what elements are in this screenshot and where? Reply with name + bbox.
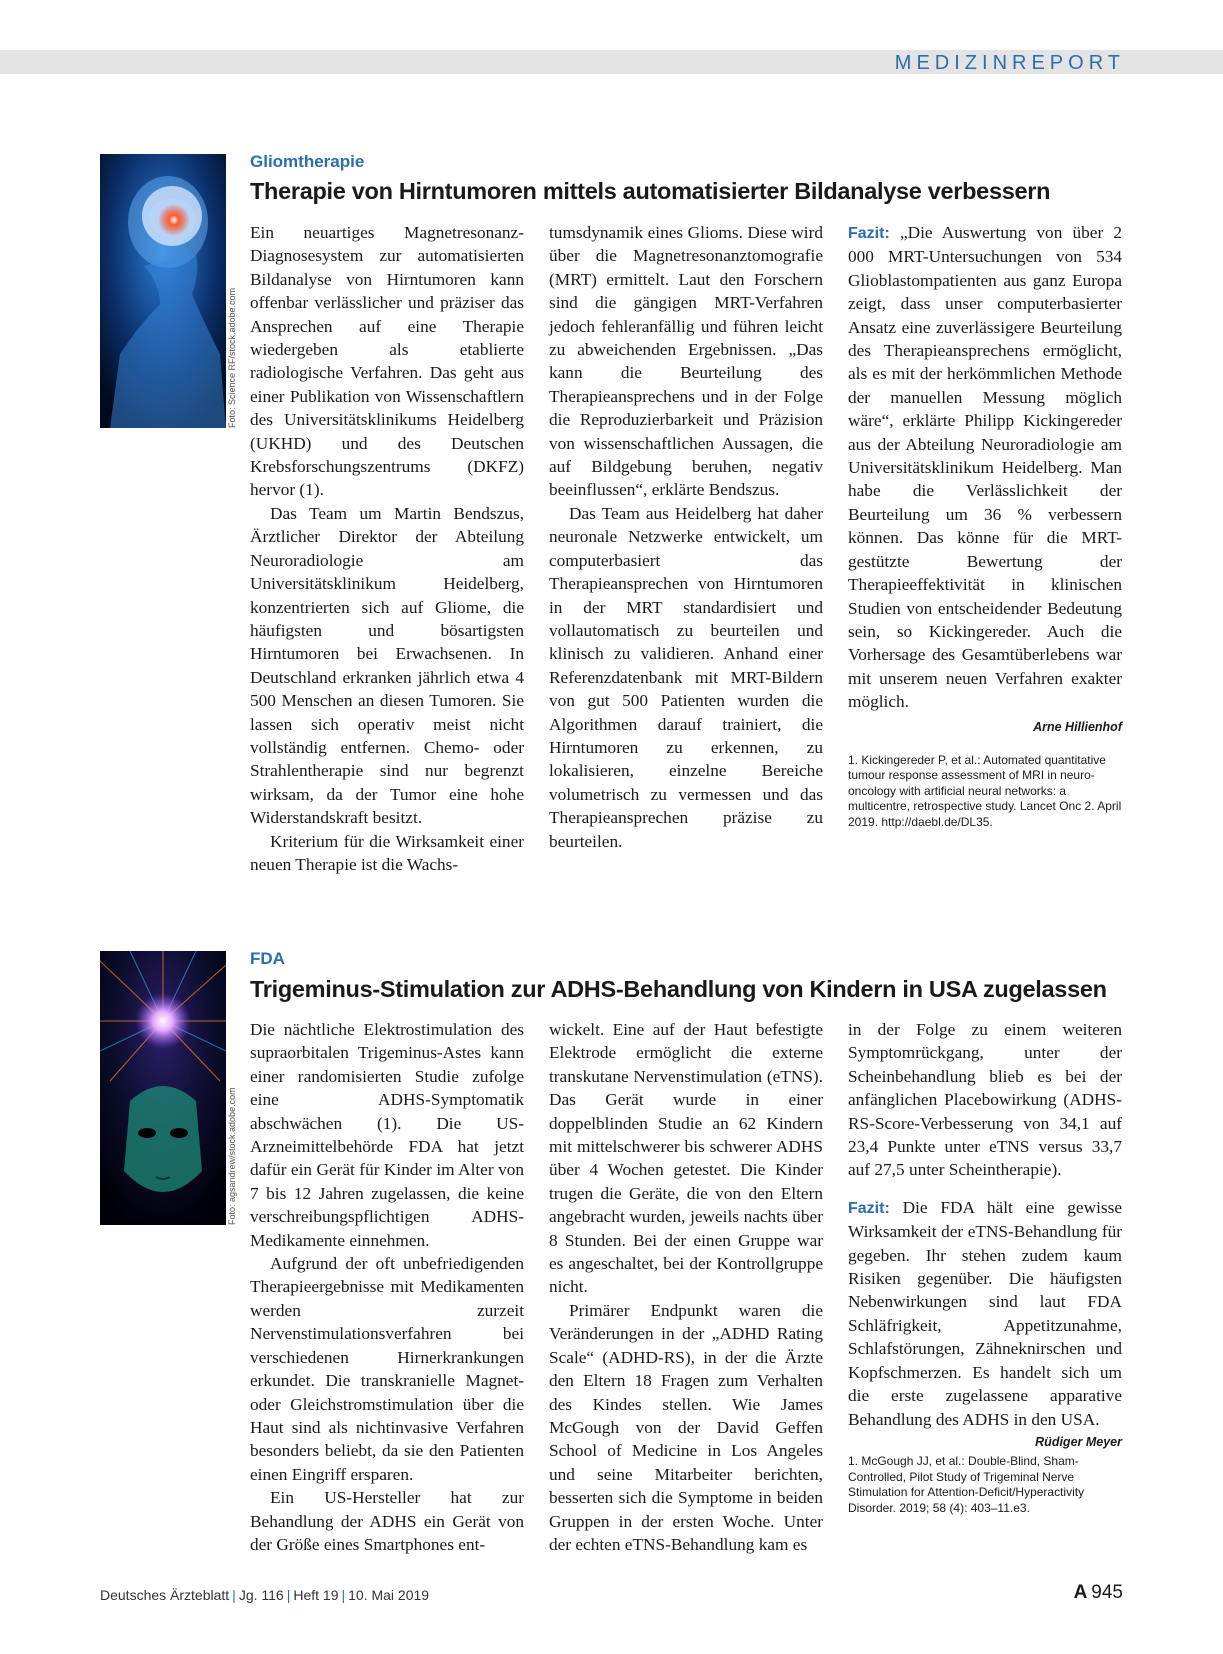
- paragraph: wickelt. Eine auf der Haut befestigte Elektrode ermöglicht die externe transkutane Nervenstimulation (eTNS). Das Gerät wurde in einer doppelblinden Studie an 62 Kindern mit mittelschwerer bis schwerer ADHS über 4 Wochen getestet. Die Kinder trugen die Geräte, die von den Eltern angebracht wurden, jeweils nachts über 8 Stunden. Bei der einen Gruppe war es angeschaltet, bei der Kontrollgruppe nicht.: [549, 1020, 823, 1297]
- article-column-2: [549, 1018, 823, 1556]
- article-column-3: [848, 1018, 1122, 1516]
- paragraph: Ein neuartiges Magnetresonanz-Diagnosesystem zur automatisierten Bildanalyse von Hirntumoren kann offenbar verlässlicher und präziser das Ansprechen auf eine Therapie wiedergeben als etablierte radiologische Verfahren. Das geht aus einer Publikation von Wissenschaftlern des Universitätsklinikums Heidelberg (UKHD) und des Deutschen Krebsforschungszentrums (DKFZ) hervor (1).: [250, 223, 524, 500]
- article-kicker: Gliomtherapie: [250, 152, 365, 171]
- fazit-text: „Die Auswertung von über 2 000 MRT-Untersuchungen von 534 Glioblastompatienten aus ganz Europa zeigt, dass unser computerbasierter Ansatz eine zuverlässigere Beurteilung des Therapieansprechens ermöglicht, als es mit der herkömmlichen Methode der manuellen Messung möglich wäre“, erklärte Philipp Kickingereder aus der Abteilung Neuroradiologie am Universitätsklinikum Heidelberg. Man habe die Verlässlichkeit der Beurteilung um 36 % verbessern können. Das könne für die MRT-gestützte Bewertung der Therapieeffektivität in klinischen Studien von entscheidender Bedeutung sein, so Kickingereder. Auch die Vorhersage des Gesamtüberlebens war mit unserem neuen Verfahren exakter möglich.: [848, 223, 1122, 712]
- page-number: [1074, 1582, 1123, 1604]
- paragraph: Primärer Endpunkt waren die Veränderungen in der „ADHD Rating Scale“ (ADHD-RS), in der die Ärzte den Eltern 18 Fragen zum Verhalten des Kindes stellen. Wie James McGough von der David Geffen School of Medicine in Los Angeles und seine Mitarbeiter berichten, besserten sich die Symptome in beiden Gruppen in der ersten Woche. Unter der echten eTNS-Behandlung kam es: [549, 1300, 823, 1554]
- article-column-2: [549, 221, 823, 853]
- paragraph: tumsdynamik eines Glioms. Diese wird über die Magnetresonanztomografie (MRT) ermittelt. Laut den Forschern sind die gängigen MRT-Verfahren jedoch fehleranfällig und führen leicht zu abweichenden Ergebnissen. „Das kann die Beurteilung des Therapieansprechens und in der Folge die Reproduzierbarkeit und Präzision von wissenschaftlichen Aussagen, die auf Bildgebung beruhen, negativ beeinflussen“, erklärte Bendszus.: [549, 223, 823, 500]
- reference: 1. McGough JJ, et al.: Double-Blind, Sham-Controlled, Pilot Study of Trigeminal Nerve Stimulation for Attention-Deficit/Hyperactivity Disorder. 2019; 58 (4): 403–11.e3.: [848, 1454, 1085, 1515]
- fazit-label: Fazit:: [848, 1199, 890, 1217]
- author: Arne Hillienhof: [1033, 719, 1122, 734]
- issue-date: 10. Mai 2019: [348, 1587, 430, 1603]
- paragraph: in der Folge zu einem weiteren Symptomrückgang, unter der Scheinbehandlung blieb es bei der anfänglichen Placebowirkung (ADHS-RS-Score-Verbesserung von 34,1 auf 23,4 Punkte unter eTNS versus 33,7 auf 27,5 unter Scheintherapie).: [848, 1020, 1122, 1180]
- author: Rüdiger Meyer: [1035, 1434, 1122, 1449]
- brain-illustration-photo: [100, 154, 226, 428]
- article-column-1: [250, 1018, 524, 1556]
- fazit-label: Fazit:: [848, 225, 890, 242]
- neural-light-face-photo: [100, 951, 226, 1225]
- paragraph: Das Team um Martin Bendszus, Ärztlicher Direktor der Abteilung Neuroradiologie am Universitätsklinikum Heidelberg, konzentrierten sich auf Gliome, die häufigsten und bösartigsten Hirntumoren bei Erwachsenen. In Deutschland erkranken jährlich etwa 4 500 Menschen an diesen Tumoren. Sie lassen sich operativ meist nicht vollständig entfernen. Chemo- oder Strahlentherapie sind nur begrenzt wirksam, da der Tumor eine hohe Widerstandskraft besitzt.: [250, 503, 524, 828]
- paragraph: Aufgrund der oft unbefriedigenden Therapieergebnisse mit Medikamenten werden zurzeit Nervenstimulationsverfahren bei verschiedenen Hirnerkrankungen erkundet. Die transkranielle Magnet- oder Gleichstromstimulation über die Haut sind als nichtinvasive Verfahren besonders beliebt, da sie den Patienten einen Eingriff ersparen.: [250, 1254, 524, 1484]
- article-kicker: FDA: [250, 949, 285, 968]
- article-headline: Trigeminus-Stimulation zur ADHS-Behandlung von Kindern in USA zugelassen: [250, 976, 1107, 1002]
- page-number-value: 945: [1091, 1582, 1123, 1603]
- photo-credit: Foto: agsandrew/stock.adobe.com: [227, 1087, 237, 1225]
- section-label: MEDIZINREPORT: [894, 52, 1125, 74]
- paragraph: Die nächtliche Elektrostimulation des supraorbitalen Trigeminus-Astes kann einer randomisierten Studie zufolge eine ADHS-Symptomatik abschwächen (1). Die US-Arzneimittelbehörde FDA hat jetzt dafür ein Gerät für Kinder im Alter von 7 bis 12 Jahren zugelassen, die keine verschreibungspflichtigen ADHS-Medikamente einnehmen.: [250, 1020, 524, 1250]
- paragraph: Das Team aus Heidelberg hat daher neuronale Netzwerke entwickelt, um computerbasiert das Therapieansprechen von Hirntumoren in der MRT standardisiert und vollautomatisch zu beurteilen und klinisch zu validieren. Anhand einer Referenzdatenbank mit MRT-Bildern von gut 500 Patienten wurden die Algorithmen darauf trainiert, die Hirntumoren zu erkennen, zu lokalisieren, einzelne Bereiche volumetrisch zu vermessen und das Therapieansprechen präzise zu beurteilen.: [549, 503, 823, 851]
- neural-light-face-image: [100, 951, 226, 1225]
- fazit-paragraph: [848, 1196, 1122, 1449]
- fazit-paragraph: [848, 221, 1122, 714]
- issue: Heft 19: [293, 1587, 339, 1603]
- reference: 1. Kickingereder P, et al.: Automated quantitative tumour response assessment of MRI in neuro-oncology with artificial neural networks: a multicentre, retrospective study. Lancet Onc 2. April 2019. http://daebl.de/DL35.: [848, 752, 1122, 829]
- article-column-1: [250, 221, 524, 876]
- photo-credit: Foto: Science RF/stock.adobe.com: [227, 287, 237, 428]
- journal-name: Deutsches Ärzteblatt: [100, 1587, 230, 1603]
- footer-citation: Deutsches Ärzteblatt | Jg. 116 | Heft 19 | 10. Mai 2019: [100, 1587, 430, 1603]
- article-column-3: [848, 221, 1122, 830]
- paragraph: Kriterium für die Wirksamkeit einer neuen Therapie ist die Wachs-: [250, 831, 524, 874]
- volume: Jg. 116: [238, 1587, 284, 1603]
- brain-illustration-image: [100, 154, 226, 428]
- article-headline: Therapie von Hirntumoren mittels automatisierter Bildanalyse verbessern: [250, 178, 1051, 204]
- fazit-text: Die FDA hält eine gewisse Wirksamkeit der eTNS-Behandlung für gegeben. Ihr stehen zudem kaum Risiken gegenüber. Die häufigsten Nebenwirkungen sind laut FDA Schläfrigkeit, Appetitzunahme, Schlafstörungen, Zähneknirschen und Kopfschmerzen. Es handelt sich um die erste zugelassene apparative Behandlung des ADHS in den USA.: [848, 1197, 1122, 1429]
- page-prefix: A: [1073, 1582, 1088, 1603]
- paragraph: Ein US-Hersteller hat zur Behandlung der ADHS ein Gerät von der Größe eines Smartphones ent-: [250, 1488, 524, 1554]
